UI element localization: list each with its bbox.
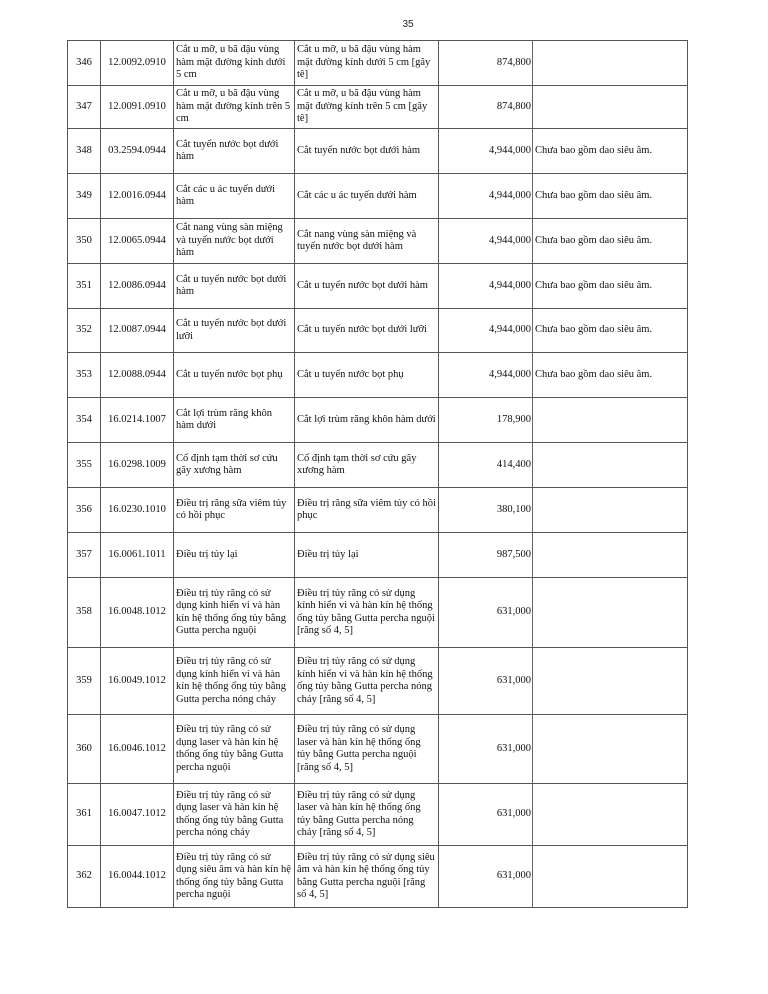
note-cell: Chưa bao gồm dao siêu âm. xyxy=(533,129,688,174)
row-number-cell: 362 xyxy=(68,846,101,908)
service-code-cell: 12.0091.0910 xyxy=(101,86,174,129)
note-cell: Chưa bao gồm dao siêu âm. xyxy=(533,219,688,264)
price-table xyxy=(67,40,688,908)
table-row xyxy=(68,398,688,443)
service-name-cell: Cắt tuyến nước bọt dưới hàm xyxy=(174,129,295,174)
table-row xyxy=(68,309,688,353)
price-cell: 874,800 xyxy=(439,41,533,86)
note-cell xyxy=(533,41,688,86)
table-row xyxy=(68,174,688,219)
table-row xyxy=(68,219,688,264)
service-name-cell: Cắt lợi trùm răng khôn hàm dưới xyxy=(174,398,295,443)
service-code-cell: 16.0214.1007 xyxy=(101,398,174,443)
note-cell xyxy=(533,533,688,578)
service-name-cell: Điều trị răng sữa viêm tủy có hồi phục xyxy=(174,488,295,533)
service-name-detail-cell: Cắt các u ác tuyến dưới hàm xyxy=(295,174,439,219)
service-name-cell: Điều trị tủy răng có sử dụng laser và hàn kín hệ thống ống tủy bằng Gutta percha nóng chảy xyxy=(174,784,295,846)
price-cell: 631,000 xyxy=(439,715,533,784)
row-number-cell: 353 xyxy=(68,353,101,398)
row-number-cell: 348 xyxy=(68,129,101,174)
service-code-cell: 16.0047.1012 xyxy=(101,784,174,846)
page-number: 35 xyxy=(402,19,414,30)
service-name-detail-cell: Điều trị răng sữa viêm tủy có hồi phục xyxy=(295,488,439,533)
note-cell: Chưa bao gồm dao siêu âm. xyxy=(533,174,688,219)
service-name-detail-cell: Cắt u tuyến nước bọt dưới hàm xyxy=(295,264,439,309)
note-cell xyxy=(533,846,688,908)
note-cell: Chưa bao gồm dao siêu âm. xyxy=(533,264,688,309)
table-row xyxy=(68,129,688,174)
service-name-cell: Điều trị tủy răng có sử dụng kính hiển vi và hàn kín hệ thống ống tủy bằng Gutta percha nóng chảy xyxy=(174,648,295,715)
table-row xyxy=(68,715,688,784)
service-name-cell: Điều trị tủy lại xyxy=(174,533,295,578)
price-cell: 178,900 xyxy=(439,398,533,443)
service-name-detail-cell: Điều trị tủy răng có sử dụng kính hiển vi và hàn kín hệ thống ống tủy bằng Gutta percha nguội [răng số 4, 5] xyxy=(295,578,439,648)
price-cell: 4,944,000 xyxy=(439,353,533,398)
service-name-cell: Điều trị tủy răng có sử dụng siêu âm và hàn kín hệ thống ống tủy bằng Gutta percha nguội xyxy=(174,846,295,908)
price-cell: 631,000 xyxy=(439,648,533,715)
service-name-cell: Cố định tạm thời sơ cứu gãy xương hàm xyxy=(174,443,295,488)
service-code-cell: 12.0086.0944 xyxy=(101,264,174,309)
service-name-detail-cell: Điều trị tủy răng có sử dụng laser và hàn kín hệ thống ống tủy bằng Gutta percha nóng chảy [răng số 4, 5] xyxy=(295,784,439,846)
service-name-detail-cell: Cắt lợi trùm răng khôn hàm dưới xyxy=(295,398,439,443)
price-cell: 414,400 xyxy=(439,443,533,488)
service-name-detail-cell: Cắt u tuyến nước bọt dưới lưỡi xyxy=(295,309,439,353)
service-code-cell: 12.0092.0910 xyxy=(101,41,174,86)
service-name-cell: Cắt nang vùng sàn miệng và tuyến nước bọt dưới hàm xyxy=(174,219,295,264)
service-code-cell: 16.0046.1012 xyxy=(101,715,174,784)
table-row xyxy=(68,846,688,908)
row-number-cell: 349 xyxy=(68,174,101,219)
price-table-body xyxy=(68,41,688,908)
service-name-cell: Điều trị tủy răng có sử dụng laser và hàn kín hệ thống ống tủy bằng Gutta percha nguội xyxy=(174,715,295,784)
service-name-detail-cell: Điều trị tủy răng có sử dụng laser và hàn kín hệ thống ống tủy bằng Gutta percha nguội [răng số 4, 5] xyxy=(295,715,439,784)
table-row xyxy=(68,41,688,86)
note-cell xyxy=(533,648,688,715)
service-code-cell: 16.0049.1012 xyxy=(101,648,174,715)
service-code-cell: 12.0087.0944 xyxy=(101,309,174,353)
service-name-detail-cell: Cắt tuyến nước bọt dưới hàm xyxy=(295,129,439,174)
price-cell: 4,944,000 xyxy=(439,219,533,264)
row-number-cell: 347 xyxy=(68,86,101,129)
row-number-cell: 346 xyxy=(68,41,101,86)
service-code-cell: 16.0048.1012 xyxy=(101,578,174,648)
table-row xyxy=(68,533,688,578)
price-cell: 631,000 xyxy=(439,846,533,908)
price-cell: 987,500 xyxy=(439,533,533,578)
service-name-detail-cell: Cắt u mỡ, u bã đậu vùng hàm mặt đường kính dưới 5 cm [gây tê] xyxy=(295,41,439,86)
note-cell xyxy=(533,578,688,648)
table-row xyxy=(68,488,688,533)
note-cell: Chưa bao gồm dao siêu âm. xyxy=(533,353,688,398)
price-cell: 4,944,000 xyxy=(439,264,533,309)
service-name-detail-cell: Điều trị tủy răng có sử dụng siêu âm và hàn kín hệ thống ống tủy bằng Gutta percha nguội [răng số 4, 5] xyxy=(295,846,439,908)
table-row xyxy=(68,353,688,398)
row-number-cell: 358 xyxy=(68,578,101,648)
row-number-cell: 352 xyxy=(68,309,101,353)
price-cell: 631,000 xyxy=(439,578,533,648)
note-cell xyxy=(533,443,688,488)
note-cell xyxy=(533,488,688,533)
table-row xyxy=(68,648,688,715)
service-name-detail-cell: Điều trị tủy răng có sử dụng kính hiển vi và hàn kín hệ thống ống tủy bằng Gutta percha nóng chảy [răng số 4, 5] xyxy=(295,648,439,715)
row-number-cell: 357 xyxy=(68,533,101,578)
price-cell: 380,100 xyxy=(439,488,533,533)
table-row xyxy=(68,578,688,648)
note-cell xyxy=(533,784,688,846)
note-cell xyxy=(533,86,688,129)
service-code-cell: 16.0230.1010 xyxy=(101,488,174,533)
table-row xyxy=(68,264,688,309)
row-number-cell: 355 xyxy=(68,443,101,488)
price-cell: 874,800 xyxy=(439,86,533,129)
service-name-detail-cell: Điều trị tủy lại xyxy=(295,533,439,578)
row-number-cell: 356 xyxy=(68,488,101,533)
table-row xyxy=(68,443,688,488)
service-name-detail-cell: Cắt nang vùng sàn miệng và tuyến nước bọt dưới hàm xyxy=(295,219,439,264)
service-name-detail-cell: Cắt u tuyến nước bọt phụ xyxy=(295,353,439,398)
service-name-cell: Cắt u tuyến nước bọt dưới lưỡi xyxy=(174,309,295,353)
table-row xyxy=(68,86,688,129)
service-code-cell: 12.0016.0944 xyxy=(101,174,174,219)
row-number-cell: 361 xyxy=(68,784,101,846)
service-code-cell: 03.2594.0944 xyxy=(101,129,174,174)
note-cell: Chưa bao gồm dao siêu âm. xyxy=(533,309,688,353)
service-code-cell: 16.0298.1009 xyxy=(101,443,174,488)
table-row xyxy=(68,784,688,846)
service-name-cell: Cắt u mỡ, u bã đậu vùng hàm mặt đường kính dưới 5 cm xyxy=(174,41,295,86)
service-name-cell: Điều trị tủy răng có sử dụng kính hiển vi và hàn kín hệ thống ống tủy bằng Gutta percha nguội xyxy=(174,578,295,648)
service-code-cell: 16.0061.1011 xyxy=(101,533,174,578)
row-number-cell: 360 xyxy=(68,715,101,784)
row-number-cell: 350 xyxy=(68,219,101,264)
row-number-cell: 354 xyxy=(68,398,101,443)
service-name-detail-cell: Cắt u mỡ, u bã đậu vùng hàm mặt đường kính trên 5 cm [gây tê] xyxy=(295,86,439,129)
price-cell: 4,944,000 xyxy=(439,129,533,174)
note-cell xyxy=(533,398,688,443)
service-name-cell: Cắt u mỡ, u bã đậu vùng hàm mặt đường kính trên 5 cm xyxy=(174,86,295,129)
row-number-cell: 359 xyxy=(68,648,101,715)
service-name-cell: Cắt u tuyến nước bọt phụ xyxy=(174,353,295,398)
price-cell: 631,000 xyxy=(439,784,533,846)
service-name-cell: Cắt các u ác tuyến dưới hàm xyxy=(174,174,295,219)
service-name-cell: Cắt u tuyến nước bọt dưới hàm xyxy=(174,264,295,309)
service-code-cell: 12.0088.0944 xyxy=(101,353,174,398)
service-code-cell: 12.0065.0944 xyxy=(101,219,174,264)
service-name-detail-cell: Cố định tạm thời sơ cứu gãy xương hàm xyxy=(295,443,439,488)
row-number-cell: 351 xyxy=(68,264,101,309)
price-cell: 4,944,000 xyxy=(439,309,533,353)
price-cell: 4,944,000 xyxy=(439,174,533,219)
service-code-cell: 16.0044.1012 xyxy=(101,846,174,908)
note-cell xyxy=(533,715,688,784)
